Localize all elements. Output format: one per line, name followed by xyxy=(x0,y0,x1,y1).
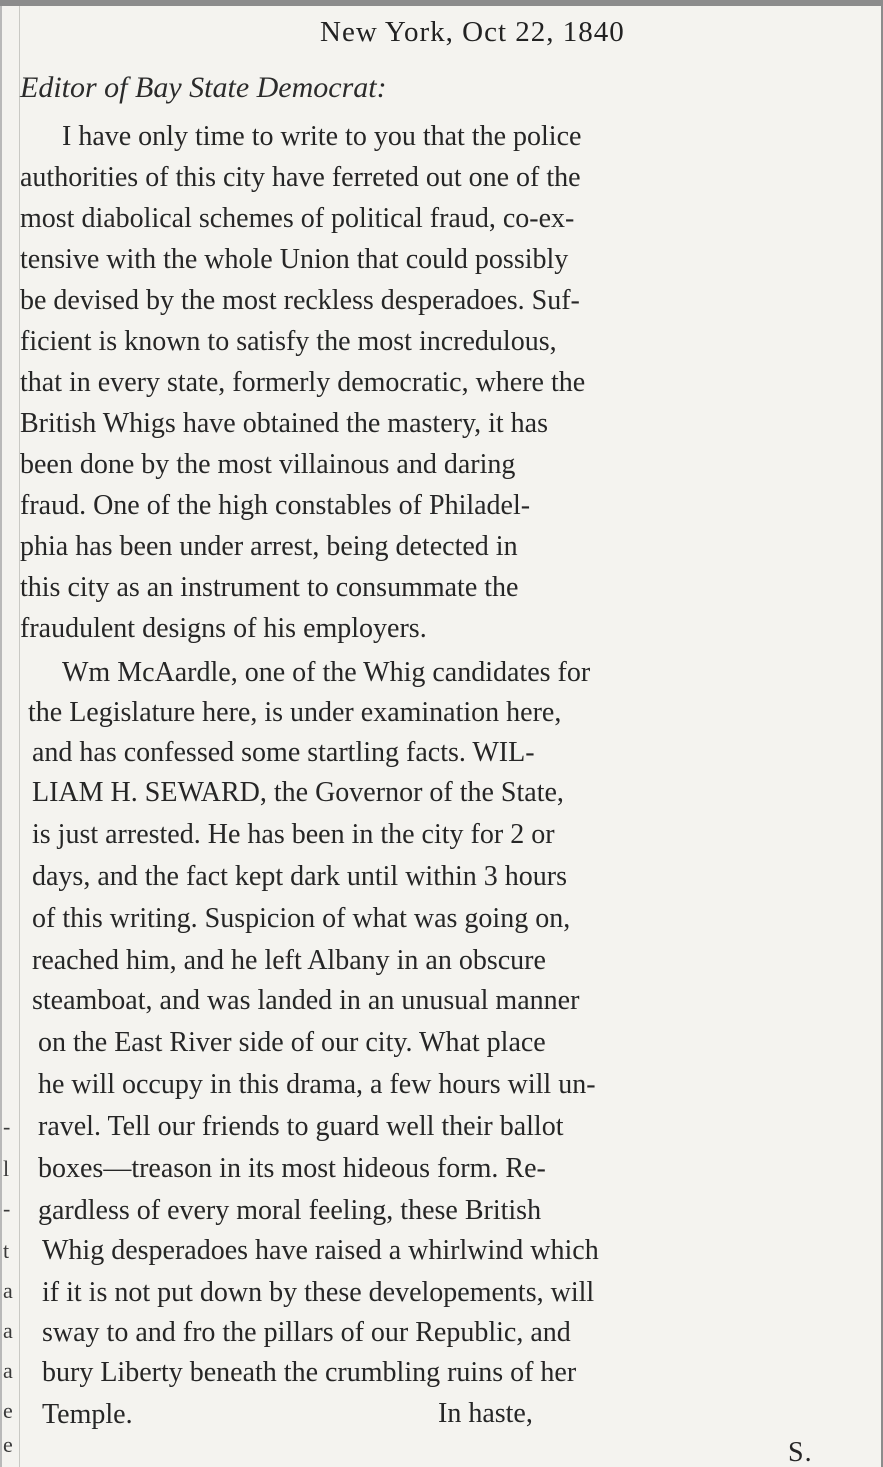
body-line: gardless of every moral feeling, these British xyxy=(38,1195,542,1226)
edge-fragment: l xyxy=(3,1156,10,1181)
body-line: ficient is known to satisfy the most incredulous, xyxy=(20,326,557,357)
dateline: New York, Oct 22, 1840 xyxy=(320,16,625,48)
body-line: been done by the most villainous and daring xyxy=(20,449,516,480)
body-line: bury Liberty beneath the crumbling ruins of her xyxy=(42,1357,577,1388)
body-line: if it is not put down by these developements, will xyxy=(42,1277,595,1308)
body-line: reached him, and he left Albany in an obscure xyxy=(32,945,546,976)
body-line: this city as an instrument to consummate the xyxy=(20,572,519,603)
edge-fragment: - xyxy=(3,1196,11,1221)
body-line: British Whigs have obtained the mastery, it has xyxy=(20,408,549,439)
body-line: most diabolical schemes of political fraud, co-ex- xyxy=(20,203,575,234)
edge-fragment: a xyxy=(3,1318,13,1343)
body-line: tensive with the whole Union that could possibly xyxy=(20,244,569,275)
body-line: I have only time to write to you that the police xyxy=(62,121,582,152)
body-line: he will occupy in this drama, a few hours will un- xyxy=(38,1069,596,1100)
edge-fragment: a xyxy=(3,1278,13,1303)
body-line: sway to and fro the pillars of our Republic, and xyxy=(42,1317,571,1348)
edge-fragment: - xyxy=(3,1114,11,1139)
body-line: the Legislature here, is under examination here, xyxy=(28,697,562,728)
body-line: fraudulent designs of his employers. xyxy=(20,613,427,644)
signature: S. xyxy=(788,1437,813,1467)
body-line: phia has been under arrest, being detected in xyxy=(20,531,518,562)
body-line: be devised by the most reckless desperadoes. Suf- xyxy=(20,285,580,316)
edge-fragment: e xyxy=(3,1432,13,1457)
edge-fragment: a xyxy=(3,1358,13,1383)
edge-fragment: e xyxy=(3,1398,13,1423)
body-line: of this writing. Suspicion of what was going on, xyxy=(32,903,571,934)
salutation: Editor of Bay State Democrat: xyxy=(20,71,387,104)
body-line: LIAM H. SEWARD, the Governor of the State, xyxy=(32,777,564,808)
body-line: ravel. Tell our friends to guard well their ballot xyxy=(38,1111,564,1142)
body-line: Temple. xyxy=(42,1399,133,1430)
body-line: and has confessed some startling facts. WIL- xyxy=(32,737,535,768)
body-line: authorities of this city have ferreted out one of the xyxy=(20,162,581,193)
body-line: Whig desperadoes have raised a whirlwind which xyxy=(42,1235,599,1266)
body-line: Wm McAardle, one of the Whig candidates for xyxy=(62,657,591,688)
body-line: on the East River side of our city. What place xyxy=(38,1027,546,1058)
body-line: steamboat, and was landed in an unusual manner xyxy=(32,985,580,1016)
body-line: fraud. One of the high constables of Philadel- xyxy=(20,490,531,521)
newspaper-clipping xyxy=(0,6,881,1467)
body-line: that in every state, formerly democratic, where the xyxy=(20,367,586,398)
signoff: In haste, xyxy=(438,1398,533,1429)
edge-fragment: t xyxy=(3,1238,10,1263)
body-line: is just arrested. He has been in the city for 2 or xyxy=(32,819,555,850)
body-line: boxes—treason in its most hideous form. Re- xyxy=(38,1153,546,1184)
body-line: days, and the fact kept dark until within 3 hours xyxy=(32,861,567,892)
adjacent-column-fragments xyxy=(2,6,18,1467)
